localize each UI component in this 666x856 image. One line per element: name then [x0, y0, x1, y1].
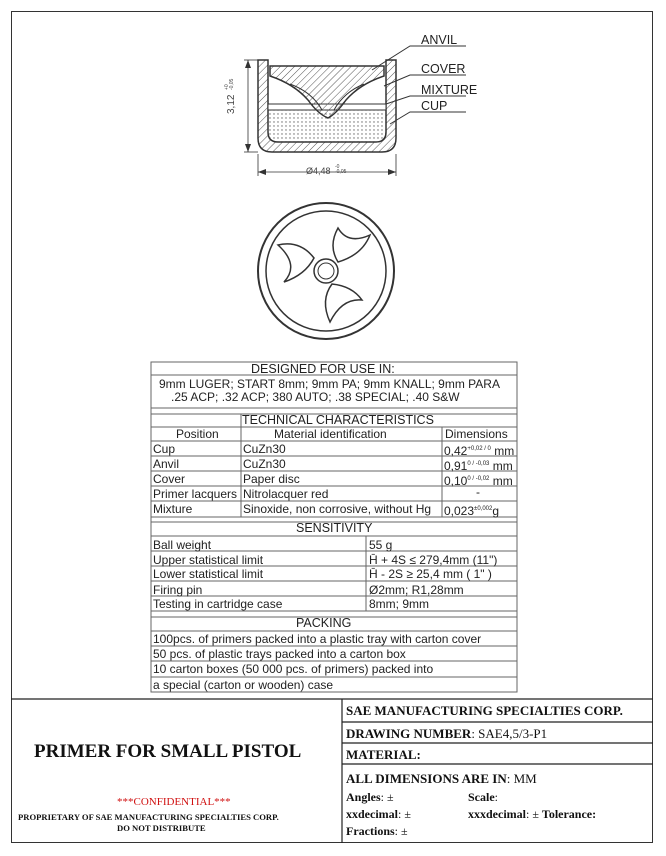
- sens-label-3: Lower statistical limit: [153, 567, 264, 581]
- row-anvil-dimension: $0,91^{0 / -0,03}$ mm: [444, 459, 513, 473]
- proprietary-line-2: DO NOT DISTRIBUTE: [117, 823, 206, 833]
- row-anvil-position: Anvil: [153, 457, 180, 471]
- sens-value-4: Ø2mm; R1,28mm: [369, 583, 464, 597]
- row-cup-dimension: $0,42^{+0,02 / 0}$ mm: [444, 444, 515, 458]
- sens-value-2: H̄ + 4S ≤ 279,4mm (11"): [369, 553, 498, 567]
- col-position: Position: [176, 427, 219, 441]
- row-cup-material: CuZn30: [243, 442, 286, 456]
- company-name: SAE MANUFACTURING SPECIALTIES CORP.: [346, 703, 623, 718]
- sens-value-3: H̄ - 2S ≥ 25,4 mm ( 1" ): [369, 567, 492, 581]
- sens-label-5: Testing in cartridge case: [153, 597, 283, 611]
- label-mixture: MIXTURE: [421, 83, 478, 97]
- label-cover: COVER: [421, 62, 466, 76]
- sens-value-1: 55 g: [369, 538, 393, 552]
- packing-header: PACKING: [296, 616, 352, 630]
- primer-top-view: [258, 203, 394, 339]
- dimensions-unit: ALL DIMENSIONS ARE IN: MM: [346, 771, 537, 786]
- drawing-title: PRIMER FOR SMALL PISTOL: [34, 741, 302, 762]
- xxdecimal: xxdecimal: ±: [346, 807, 411, 821]
- dim-diameter: Ø4,48 -0 -0,05: [306, 163, 347, 176]
- row-mixture-dimension: $0,023^{\pm 0,002}g$: [444, 504, 500, 518]
- scale: Scale:: [468, 790, 499, 804]
- designed-line-2: .25 ACP; .32 ACP; 380 AUTO; .38 SPECIAL; .40 S&W: [171, 390, 460, 404]
- row-cover-position: Cover: [153, 472, 186, 486]
- sens-value-5: 8mm; 9mm: [369, 597, 429, 611]
- drawing-number: DRAWING NUMBER: SAE4,5/3-P1: [346, 726, 548, 741]
- label-cup: CUP: [421, 99, 448, 113]
- designed-header: DESIGNED FOR USE IN:: [251, 362, 395, 376]
- col-dimensions: Dimensions: [445, 427, 508, 441]
- row-cover-material: Paper disc: [243, 472, 300, 486]
- proprietary-line-1: PROPRIETARY OF SAE MANUFACTURING SPECIALTIES CORP.: [18, 812, 279, 822]
- sens-label-4: Firing pin: [153, 583, 203, 597]
- row-anvil-material: CuZn30: [243, 457, 286, 471]
- xxxdecimal: xxxdecimal: ± Tolerance:: [468, 807, 597, 821]
- row-lacquer-dimension: -: [476, 485, 480, 499]
- sensitivity-header: SENSITIVITY: [296, 521, 373, 535]
- col-material: Material identification: [274, 427, 387, 441]
- designed-line-1: 9mm LUGER; START 8mm; 9mm PA; 9mm KNALL; 9mm PARA: [159, 377, 500, 391]
- row-lacquer-position: Primer lacquers: [153, 487, 238, 501]
- dim-height: 3,12 +0 -0,05: [223, 78, 237, 114]
- material-label: MATERIAL:: [346, 747, 421, 762]
- row-mixture-position: Mixture: [153, 502, 193, 516]
- row-mixture-material: Sinoxide, non corrosive, without Hg: [243, 502, 432, 516]
- angles: Angles: ±: [346, 790, 394, 804]
- sens-label-2: Upper statistical limit: [153, 553, 264, 567]
- technical-header: TECHNICAL CHARACTERISTICS: [242, 413, 434, 427]
- row-lacquer-material: Nitrolacquer red: [243, 487, 329, 501]
- fractions: Fractions: ±: [346, 824, 408, 838]
- packing-row-2: 50 pcs. of plastic trays packed into a carton box: [153, 647, 406, 661]
- packing-row-1: 100pcs. of primers packed into a plastic tray with carton cover: [153, 632, 482, 646]
- row-cover-dimension: $0,10^{0 / -0,02}$ mm: [444, 474, 513, 488]
- confidential-label: ***CONFIDENTIAL***: [117, 796, 231, 808]
- packing-row-3: 10 carton boxes (50 000 pcs. of primers) packed into: [153, 662, 434, 676]
- label-anvil: ANVIL: [421, 33, 458, 47]
- row-cup-position: Cup: [153, 442, 176, 456]
- sens-label-1: Ball weight: [153, 538, 212, 552]
- packing-row-4: a special (carton or wooden) case: [153, 678, 334, 692]
